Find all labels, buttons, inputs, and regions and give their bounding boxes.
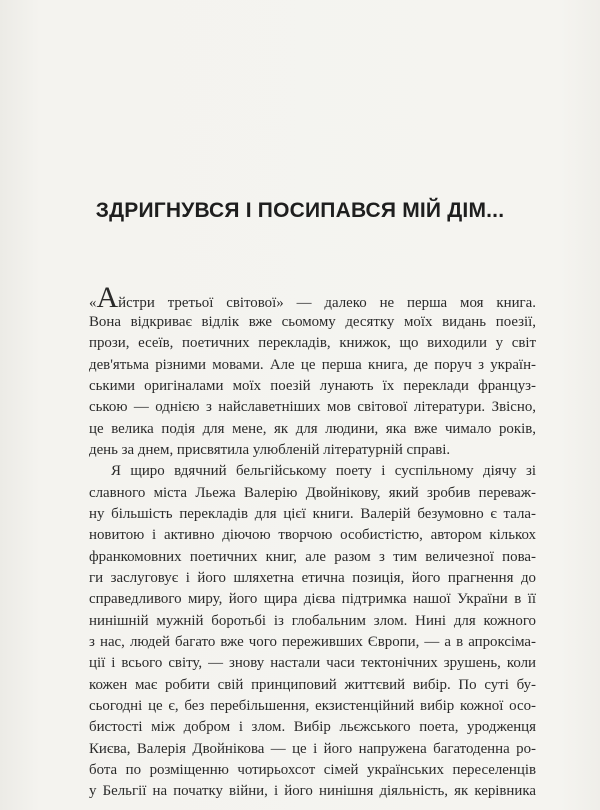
text-line: день за днем, присвятила улюбленій літературній справі. (89, 441, 451, 458)
text-line: Я щиро вдячний бельгійському поету і суспільному діячу зі (111, 463, 536, 480)
text-line: це велика подія для мене, як для людини, яка вже чимало років, (89, 420, 536, 437)
text-line: франкомовних поетичних книг, але разом з тим величезної пова- (89, 548, 536, 565)
text-line: сьогодні це є, без перебільшення, екзистенційний вибір кожної осо- (89, 697, 536, 714)
text-line (89, 281, 536, 314)
text-line: бота по розміщенню чотирьохсот сімей українських переселенців (89, 761, 536, 778)
opening-quote: « (89, 295, 97, 311)
body-text (89, 281, 536, 803)
text-line: ну більшість перекладів для цієї книги. Валерій безумовно є тала- (89, 505, 536, 522)
text-line: дев'ятьма різними мовами. Але це перша книга, де поруч з україн- (89, 356, 536, 373)
text-line: справедливого миру, його щира дієва підтримка нашої України в її (89, 591, 536, 608)
text-line: ги заслуговує і його шляхетна етична позиція, його прагнення до (89, 569, 536, 586)
text-line: у Бельгії на початку війни, і його нинішня діяльність, як керівника (89, 783, 536, 800)
text-line: нинішній мужній боротьбі із глобальним злом. Нині для кожного (89, 612, 536, 629)
drop-cap: А (96, 281, 119, 314)
text-line: бистості між добром і злом. Вибір льєжського поета, уродженця (89, 719, 536, 736)
text-line: новитою і активно діючою творчою особистістю, автором кількох (89, 527, 536, 544)
text-line: ції і всього світу, — знову настали часи тектонічних зрушень, коли (89, 655, 536, 672)
text-line: славного міста Льежа Валерію Двойнікову, який зробив переваж- (89, 484, 536, 501)
text-line: кожен має робити свій принциповий життєвий вибір. По суті бу- (89, 676, 536, 693)
text-line: Вона відкриває відлік вже сьомому десятку моїх видань поезії, (89, 314, 536, 330)
text-line: ськими оригіналами моїх поезій лунають їх переклади француз- (89, 377, 536, 394)
text-line: ською — однією з найславетніших мов світової літератури. Звісно, (89, 399, 536, 416)
text-line: з нас, людей багато вже чого переживших Європи, — а в апроксіма- (89, 633, 536, 650)
text-line: прози, есеїв, поетичних перекладів, книжок, що виходили у світ (89, 335, 536, 352)
text-line: Києва, Валерія Двойнікова — це і його напружена багатоденна ро- (89, 740, 536, 757)
opening-line-rest: йстри третьої світової» — далеко не перша моя книга. (118, 295, 536, 311)
chapter-heading: ЗДРИГНУВСЯ І ПОСИПАВСЯ МІЙ ДІМ... (95, 199, 505, 222)
